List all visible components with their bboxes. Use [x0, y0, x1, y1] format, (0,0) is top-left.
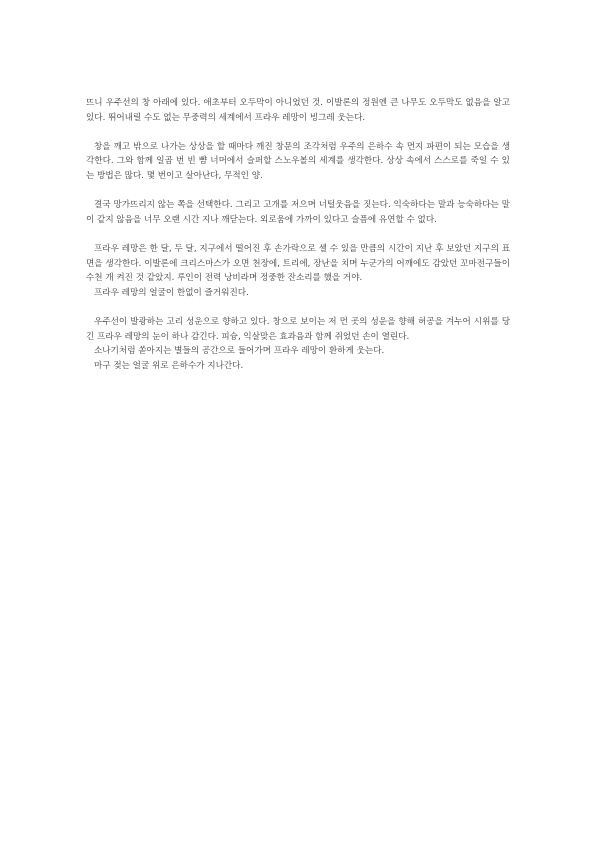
paragraph-4: 프라우 레망은 한 달, 두 달, 지구에서 떨어진 후 손가락으로 셀 수 있을 만큼의 시간이 지난 후 보았던 지구의 표면을 생각한다. 이발론에 크리스마스가 오면 천장에, 트리에, 장난을 치며 누군가의 어깨에도 감았던 꼬마전구들이 수천 개 켜진 것 같았지. 루인이 전력 낭비라며 정중한 잔소리를 했을 거야. [86, 243, 510, 284]
paragraph-3: 결국 망가뜨리지 않는 쪽을 선택한다. 그리고 고개를 저으며 너털웃음을 짓는다. 익숙하다는 말과 능숙하다는 말이 같지 않음을 너무 오랜 시간 지나 깨닫는다. 외로움에 가까이 있다고 슬픔에 유연할 수 없다. [86, 200, 510, 225]
paragraph-gap [86, 227, 510, 242]
paragraph-gap [86, 184, 510, 199]
paragraph-gap [86, 300, 510, 315]
paragraph-2: 창을 깨고 밖으로 나가는 상상을 할 때마다 깨진 창문의 조각처럼 우주의 은하수 속 먼지 파편이 되는 모습을 생각한다. 그와 함께 일곱 번 빈 뺨 너머에서 슬퍼할 스노우볼의 세계를 생각한다. 상상 속에서 스스로를 죽일 수 있는 방법은 많다. 몇 번이고 살아난다, 무적인 양. [86, 141, 510, 181]
document-body [86, 96, 510, 373]
paragraph-7: 소나기처럼 쏟아지는 별들의 공간으로 들어가며 프라우 레망이 환하게 웃는다. [94, 346, 385, 357]
paragraph-8: 마구 젖는 얼굴 위로 은하수가 지나간다. [94, 360, 244, 371]
paragraph-1: 뜨니 우주선의 창 아래에 있다. 애초부터 오두막이 아니었던 것. 이발론의 정원엔 큰 나무도 오두막도 없음을 알고 있다. 뛰어내릴 수도 없는 무중력의 세계에서 프라우 레망이 빙그레 웃는다. [86, 98, 510, 123]
paragraph-gap [86, 125, 510, 140]
paragraph-6: 우주선이 발광하는 고리 성운으로 향하고 있다. 창으로 보이는 저 먼 곳의 성운을 향해 허공을 겨누어 시위를 당긴 프라우 레망의 눈이 하나 감긴다. 피슝, 익살맞은 효과음과 함께 쥐었던 손이 열린다. [86, 316, 510, 342]
paragraph-5: 프라우 레망의 얼굴이 한없이 즐거워진다. [94, 287, 249, 298]
